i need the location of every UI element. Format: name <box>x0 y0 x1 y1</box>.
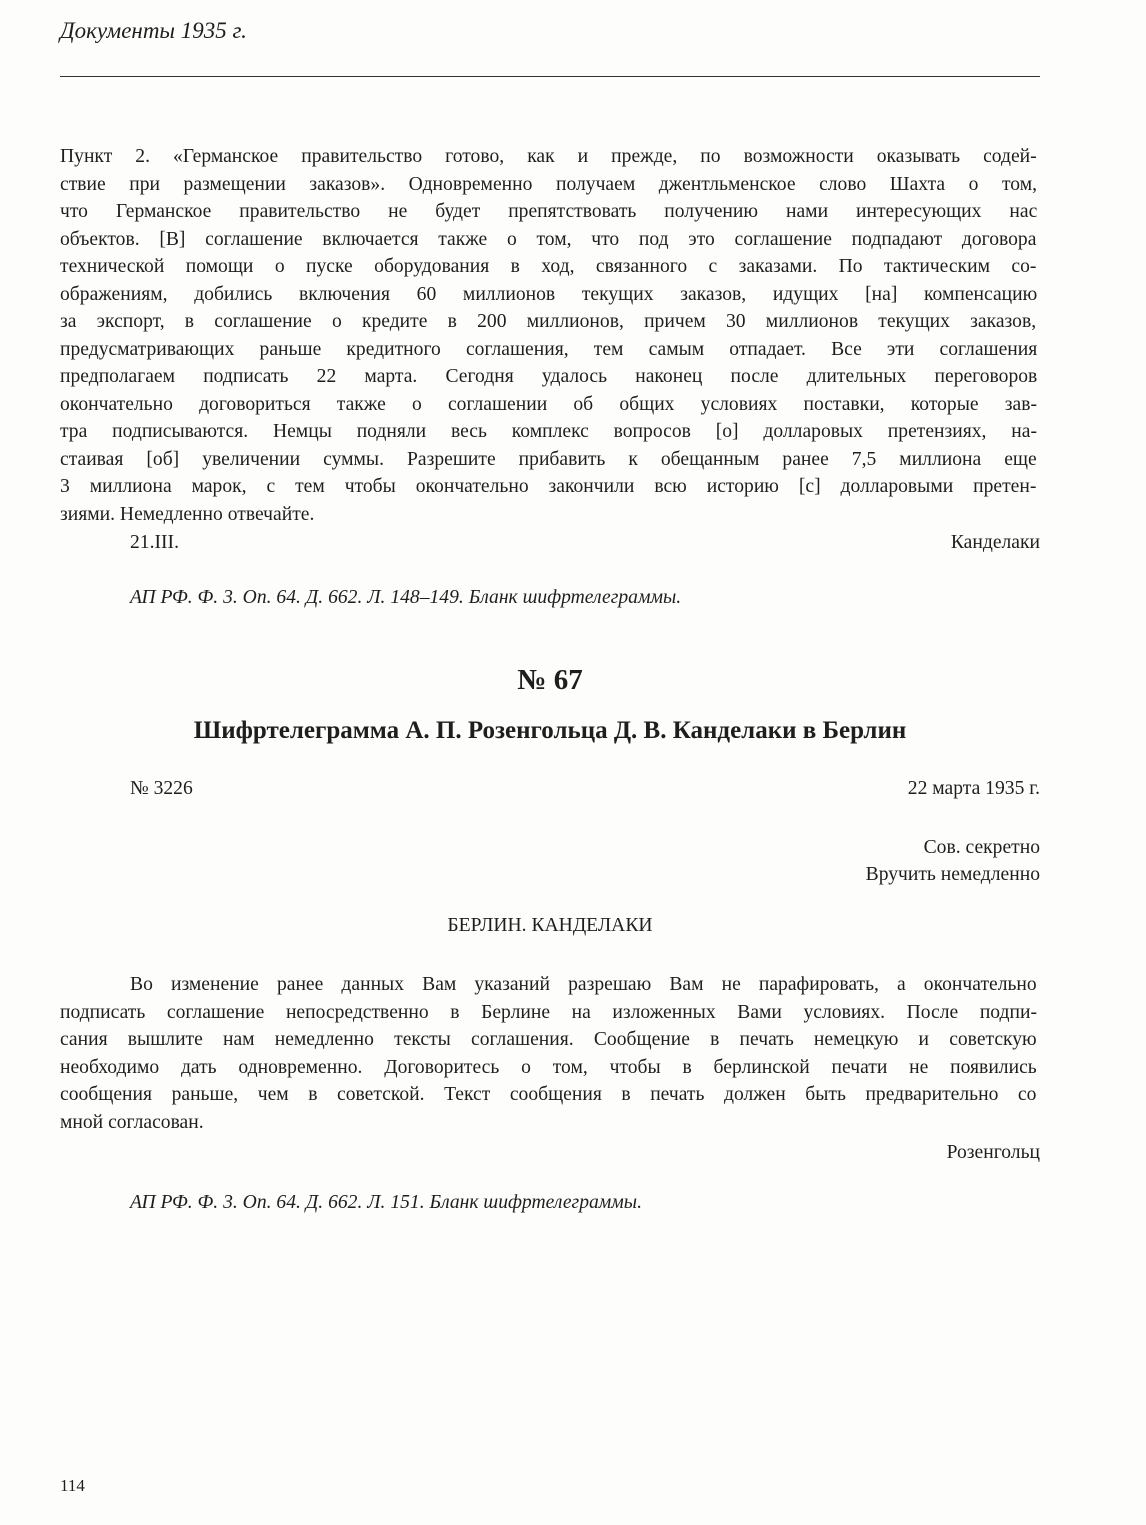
archive-source: АП РФ. Ф. 3. Оп. 64. Д. 662. Л. 151. Бланк шифртелеграммы. <box>130 1192 642 1213</box>
document-date: 22 марта 1935 г. <box>907 778 1040 799</box>
text-line: сообщения раньше, чем в советской. Текст сообщения в печать должен быть предварительно со <box>60 1084 1037 1105</box>
text-line: предполагаем подписать 22 марта. Сегодня удалось наконец после длительных переговоров <box>60 366 1038 387</box>
text-line: сания вышлите нам немедленно тексты соглашения. Сообщение в печать немецкую и советскую <box>60 1029 1037 1050</box>
document-number: № 67 <box>517 664 583 696</box>
text-line: 3 миллиона марок, с тем чтобы окончательно закончили всю историю [с] долларовыми претен- <box>60 476 1037 497</box>
text-line: Во изменение ранее данных Вам указаний разрешаю Вам не парафировать, а окончательно <box>130 974 1037 995</box>
header-rule <box>60 76 1040 77</box>
text-line: ображениям, добились включения 60 миллионов текущих заказов, идущих [на] компенсацию <box>60 283 1038 305</box>
text-line: Пункт 2. «Германское правительство готово, как и прежде, по возможности оказывать содей- <box>60 146 1037 167</box>
text-line: мной согласован. <box>60 1111 204 1133</box>
text-line: технической помощи о пуске оборудования в ход, связанного с заказами. По тактическим со- <box>60 256 1037 277</box>
addressee: БЕРЛИН. КАНДЕЛАКИ <box>447 915 653 936</box>
document-66-body <box>60 143 1040 528</box>
document-67-body <box>60 971 1040 1136</box>
classification-block <box>60 834 1040 888</box>
archive-source: АП РФ. Ф. 3. Оп. 64. Д. 662. Л. 148–149. Бланк шифртелеграммы. <box>130 587 682 608</box>
document-date: 21.III. <box>130 532 179 553</box>
text-line: предусматривающих раньше кредитного соглашения, тем самым отпадает. Все эти соглашения <box>60 338 1038 360</box>
text-line: окончательно договориться также о соглашении об общих условиях поставки, которые зав- <box>60 393 1037 415</box>
text-line: стаивая [об] увеличении суммы. Разрешите прибавить к обещанным ранее 7,5 миллиона еще <box>60 448 1037 470</box>
text-line: за экспорт, в соглашение о кредите в 200 миллионов, причем 30 миллионов текущих заказов, <box>60 311 1037 332</box>
document-title: Шифртелеграмма А. П. Розенгольца Д. В. Канделаки в Берлин <box>193 717 907 744</box>
document-67-meta <box>60 778 1040 800</box>
text-line: ствие при размещении заказов». Одновременно получаем джентльменское слово Шахта о том, <box>60 173 1037 195</box>
text-line: необходимо дать одновременно. Договоритесь о том, чтобы в берлинской печати не появились <box>60 1056 1037 1078</box>
document-66-signoff <box>60 532 1040 554</box>
text-line: зиями. Немедленно отвечайте. <box>60 503 315 525</box>
page-number: 114 <box>60 1476 85 1495</box>
urgency-label: Вручить немедленно <box>865 864 1040 885</box>
registration-number: № 3226 <box>130 778 193 799</box>
signature: Канделаки <box>950 532 1040 553</box>
text-line: объектов. [В] соглашение включается также о том, что под это соглашение подпадают договора <box>60 228 1037 250</box>
signature: Розенгольц <box>946 1142 1040 1163</box>
text-line: что Германское правительство не будет препятствовать получению нами интересующих нас <box>60 201 1038 222</box>
text-line: тра подписываются. Немцы подняли весь комплекс вопросов [о] долларовых претензиях, на- <box>60 421 1037 442</box>
running-header: Документы 1935 г. <box>60 18 247 43</box>
classification-label: Сов. секретно <box>923 837 1040 858</box>
text-line: подписать соглашение непосредственно в Берлине на изложенных Вами условиях. После подпи- <box>60 1001 1037 1023</box>
